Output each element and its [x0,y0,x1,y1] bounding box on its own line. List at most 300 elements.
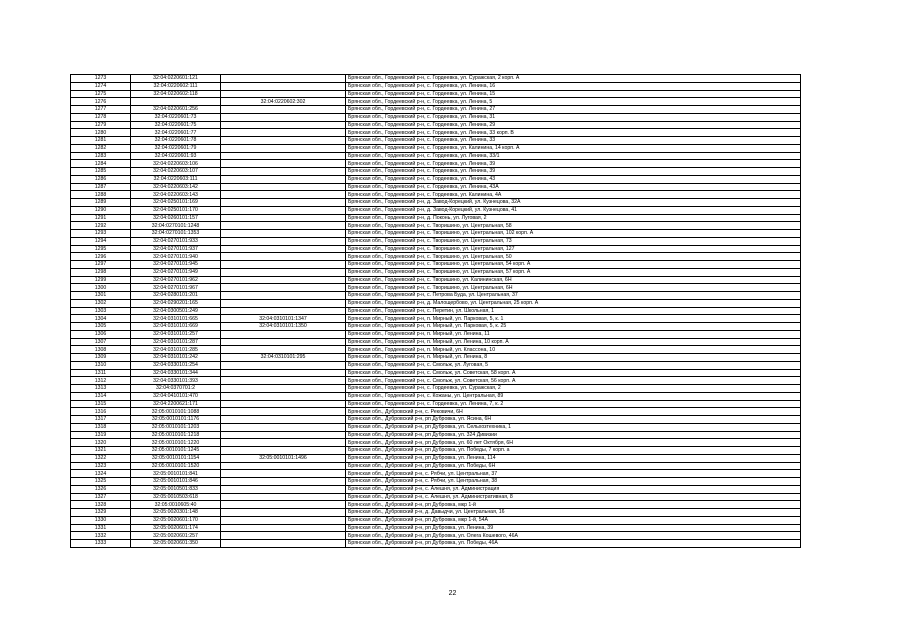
table-row [71,113,801,121]
previous-number-cell [221,524,346,532]
address-cell: Брянская обл., Дубровский р-н, рп Дубровка, мкр 1-й, 54А [346,516,801,524]
previous-number-cell [221,129,346,137]
row-number-cell: 1321 [71,447,131,455]
row-number-cell: 1322 [71,454,131,462]
cadastral-number-cell: 32:05:0020601:350 [131,540,221,548]
previous-number-cell [221,199,346,207]
row-number-cell: 1284 [71,160,131,168]
row-number-cell: 1282 [71,144,131,152]
table-row [71,400,801,408]
table-row [71,137,801,145]
row-number-cell: 1287 [71,183,131,191]
previous-number-cell: 32:05:0010101:1496 [221,454,346,462]
table-row [71,315,801,323]
cadastral-number-cell: 32:04:0250101:170 [131,206,221,214]
address-cell: Брянская обл., Гордеевский р-н, с. Творишино, ул. Калининская, 6Н [346,276,801,284]
address-cell: Брянская обл., Гордеевский р-н, п. Мирный, ул. Ленина, 10 корп. А [346,338,801,346]
previous-number-cell [221,369,346,377]
row-number-cell: 1279 [71,121,131,129]
row-number-cell: 1295 [71,245,131,253]
cadastral-number-cell: 32:04:0220603:106 [131,160,221,168]
address-cell: Брянская обл., Гордеевский р-н, с. Гордеевка, ул. Калинина, 14 корп. А [346,144,801,152]
address-cell: Брянская обл., Дубровский р-н, рп Дубровка, ул. Ленина, 39 [346,524,801,532]
row-number-cell: 1331 [71,524,131,532]
property-register-table [70,74,801,548]
previous-number-cell [221,222,346,230]
row-number-cell: 1318 [71,423,131,431]
table-row [71,485,801,493]
previous-number-cell [221,439,346,447]
cadastral-number-cell: 32:04:2200621:171 [131,400,221,408]
table-row [71,416,801,424]
table-row [71,369,801,377]
address-cell: Брянская обл., Дубровский р-н, с. Рековичи, 6Н [346,408,801,416]
address-cell: Брянская обл., Гордеевский р-н, с. Перетин, ул. Школьная, 1 [346,307,801,315]
row-number-cell: 1303 [71,307,131,315]
address-cell: Брянская обл., Гордеевский р-н, с. Творишино, ул. Центральная, 6Н [346,284,801,292]
cadastral-number-cell: 32:04:0370701:2 [131,385,221,393]
cadastral-number-cell: 32:05:0020301:148 [131,509,221,517]
row-number-cell: 1332 [71,532,131,540]
cadastral-number-cell: 32:04:0310101:242 [131,354,221,362]
table-row [71,377,801,385]
address-cell: Брянская обл., Гордеевский р-н, п. Мирный, ул. Парковая, 5, к. 25 [346,323,801,331]
previous-number-cell [221,361,346,369]
table-row [71,268,801,276]
previous-number-cell: 32:04:0310101:295 [221,354,346,362]
table-row [71,524,801,532]
row-number-cell: 1333 [71,540,131,548]
table-row [71,431,801,439]
address-cell: Брянская обл., Гордеевский р-н, с. Гордеевка, ул. Ленина, 43А [346,183,801,191]
cadastral-number-cell: 32:04:0220601:79 [131,144,221,152]
row-number-cell: 1323 [71,462,131,470]
cadastral-number-cell: 32:05:0010501:833 [131,485,221,493]
previous-number-cell [221,423,346,431]
address-cell: Брянская обл., Дубровский р-н, рп Дубровка, ул. Ясина, 6Н [346,416,801,424]
previous-number-cell [221,152,346,160]
address-cell: Брянская обл., Гордеевский р-н, с. Смольж, ул. Советская, 58 корп. А [346,369,801,377]
previous-number-cell [221,137,346,145]
address-cell: Брянская обл., Гордеевский р-н, с. Гордеевка, ул. Ленина, 16 [346,82,801,90]
address-cell: Брянская обл., Дубровский р-н, рп Дубровка, ул. Победы, 6Н [346,462,801,470]
row-number-cell: 1294 [71,237,131,245]
table-row [71,284,801,292]
table-row [71,462,801,470]
table-row [71,168,801,176]
cadastral-number-cell: 32:05:0010101:1176 [131,416,221,424]
previous-number-cell [221,268,346,276]
address-cell: Брянская обл., Гордеевский р-н, п. Мирный, ул. Классона, 10 [346,346,801,354]
address-cell: Брянская обл., Гордеевский р-н, д. Завод-Корецкий, ул. Кузнецова, 41 [346,206,801,214]
row-number-cell: 1300 [71,284,131,292]
table-row [71,532,801,540]
cadastral-number-cell: 32:05:0010605:40 [131,501,221,509]
row-number-cell: 1304 [71,315,131,323]
table-row [71,129,801,137]
cadastral-number-cell: 32:04:0270101:949 [131,268,221,276]
cadastral-number-cell: 32:04:0330101:344 [131,369,221,377]
address-cell: Брянская обл., Гордеевский р-н, с. Гордеевка, ул. Ленина, 33 [346,137,801,145]
cadastral-number-cell: 32:04:0270101:967 [131,284,221,292]
row-number-cell: 1316 [71,408,131,416]
table-row [71,454,801,462]
cadastral-number-cell: 32:04:0250101:169 [131,199,221,207]
table-row [71,214,801,222]
cadastral-number-cell: 32:05:0020601:257 [131,532,221,540]
table-row [71,222,801,230]
cadastral-number-cell: 32:05:0010101:1088 [131,408,221,416]
previous-number-cell [221,160,346,168]
address-cell: Брянская обл., Гордеевский р-н, с. Гордеевка, ул. Ленина, 29 [346,121,801,129]
table-row [71,82,801,90]
address-cell: Брянская обл., Гордеевский р-н, с. Гордеевка, ул. Суражская, 2 корп. А [346,75,801,83]
row-number-cell: 1328 [71,501,131,509]
table-row [71,261,801,269]
row-number-cell: 1277 [71,106,131,114]
row-number-cell: 1315 [71,400,131,408]
table-row [71,299,801,307]
cadastral-number-cell: 32:04:0270101:1353 [131,230,221,238]
cadastral-number-cell: 32:05:0010101:1154 [131,454,221,462]
address-cell: Брянская обл., Гордеевский р-н, с. Петрова Буда, ул. Центральная, 37 [346,292,801,300]
cadastral-number-cell: 32:04:0220601:77 [131,129,221,137]
table-row [71,253,801,261]
previous-number-cell [221,501,346,509]
previous-number-cell [221,253,346,261]
previous-number-cell [221,470,346,478]
address-cell: Брянская обл., Дубровский р-н, с. Рябчи, ул. Центральная, 38 [346,478,801,486]
cadastral-number-cell: 32:04:0280101:201 [131,292,221,300]
table-row [71,206,801,214]
cadastral-number-cell: 32:04:0220602:111 [131,82,221,90]
cadastral-number-cell: 32:04:0310101:669 [131,323,221,331]
cadastral-number-cell: 32:05:0010101:841 [131,470,221,478]
cadastral-number-cell: 32:04:0220603:107 [131,168,221,176]
address-cell: Брянская обл., Гордеевский р-н, с. Гордеевка, ул. Ленина, 33 корп. В [346,129,801,137]
table-row [71,361,801,369]
previous-number-cell [221,144,346,152]
row-number-cell: 1308 [71,346,131,354]
address-cell: Брянская обл., Дубровский р-н, д. Давыдчи, ул. Центральная, 16 [346,509,801,517]
address-cell: Брянская обл., Гордеевский р-н, с. Гордеевка, ул. Ленина, 43 [346,175,801,183]
address-cell: Брянская обл., Гордеевский р-н, д. Малощербово, ул. Центральная, 25 корп. А [346,299,801,307]
address-cell: Брянская обл., Дубровский р-н, рп Дубровка, ул. Ленина, 114 [346,454,801,462]
previous-number-cell: 32:04:0220602:302 [221,98,346,106]
table-row [71,245,801,253]
cadastral-number-cell: 32:04:0270101:1248 [131,222,221,230]
row-number-cell: 1296 [71,253,131,261]
previous-number-cell [221,338,346,346]
previous-number-cell [221,191,346,199]
address-cell: Брянская обл., Гордеевский р-н, д. Завод-Корецкий, ул. Кузнецова, 32А [346,199,801,207]
cadastral-number-cell: 32:04:0220601:121 [131,75,221,83]
previous-number-cell [221,121,346,129]
cadastral-number-cell: 32:05:0010101:1203 [131,423,221,431]
table-body [71,75,801,548]
previous-number-cell [221,206,346,214]
table-row [71,230,801,238]
previous-number-cell [221,462,346,470]
address-cell: Брянская обл., Гордеевский р-н, с. Смольж, ул. Советская, 56 корп. А [346,377,801,385]
cadastral-number-cell: 32:05:0020601:170 [131,516,221,524]
previous-number-cell [221,230,346,238]
row-number-cell: 1283 [71,152,131,160]
row-number-cell: 1288 [71,191,131,199]
cadastral-number-cell: 32:04:0330101:254 [131,361,221,369]
row-number-cell: 1276 [71,98,131,106]
row-number-cell: 1329 [71,509,131,517]
previous-number-cell [221,408,346,416]
table-row [71,121,801,129]
table-row [71,191,801,199]
cadastral-number-cell: 32:04:0260101:157 [131,214,221,222]
address-cell: Брянская обл., Гордеевский р-н, п. Мирный, ул. Парковая, 5, к. 1 [346,315,801,323]
address-cell: Брянская обл., Гордеевский р-н, с. Творишино, ул. Центральная, 54 корп. А [346,261,801,269]
table-row [71,392,801,400]
cadastral-number-cell: 32:05:0010101:1218 [131,431,221,439]
cadastral-number-cell: 32:04:0270101:933 [131,237,221,245]
row-number-cell: 1312 [71,377,131,385]
row-number-cell: 1290 [71,206,131,214]
cadastral-number-cell: 32:04:0270101:945 [131,261,221,269]
previous-number-cell [221,245,346,253]
table-row [71,144,801,152]
cadastral-number-cell: 32:04:0290201:165 [131,299,221,307]
previous-number-cell [221,447,346,455]
table-row [71,501,801,509]
table-row [71,90,801,98]
cadastral-number-cell: 32:04:0330101:393 [131,377,221,385]
row-number-cell: 1320 [71,439,131,447]
cadastral-number-cell [131,98,221,106]
previous-number-cell [221,75,346,83]
previous-number-cell: 32:04:0310101:1350 [221,323,346,331]
row-number-cell: 1280 [71,129,131,137]
table-row [71,540,801,548]
row-number-cell: 1293 [71,230,131,238]
row-number-cell: 1326 [71,485,131,493]
cadastral-number-cell: 32:04:0410101:470 [131,392,221,400]
row-number-cell: 1325 [71,478,131,486]
cadastral-number-cell: 32:05:0010101:1520 [131,462,221,470]
row-number-cell: 1319 [71,431,131,439]
address-cell: Брянская обл., Дубровский р-н, с. Рябчи, ул. Центральная, 37 [346,470,801,478]
previous-number-cell [221,175,346,183]
previous-number-cell [221,377,346,385]
previous-number-cell [221,183,346,191]
table-row [71,199,801,207]
cadastral-number-cell: 32:04:0220601:73 [131,113,221,121]
address-cell: Брянская обл., Гордеевский р-н, с. Творишино, ул. Центральная, 127 [346,245,801,253]
previous-number-cell [221,346,346,354]
row-number-cell: 1299 [71,276,131,284]
previous-number-cell [221,385,346,393]
table-row [71,493,801,501]
cadastral-number-cell: 32:04:0270101:937 [131,245,221,253]
previous-number-cell [221,168,346,176]
table-row [71,160,801,168]
previous-number-cell [221,106,346,114]
address-cell: Брянская обл., Дубровский р-н, рп Дубровка, ул. Олега Кошевого, 46А [346,532,801,540]
row-number-cell: 1291 [71,214,131,222]
page-number: 22 [448,590,457,597]
table-row [71,346,801,354]
previous-number-cell [221,485,346,493]
previous-number-cell [221,400,346,408]
table-row [71,237,801,245]
address-cell: Брянская обл., Гордеевский р-н, с. Гордеевка, ул. Ленина, 31 [346,113,801,121]
address-cell: Брянская обл., Дубровский р-н, с. Алешня, ул. Администрация [346,485,801,493]
row-number-cell: 1327 [71,493,131,501]
row-number-cell: 1301 [71,292,131,300]
previous-number-cell [221,330,346,338]
address-cell: Брянская обл., Гордеевский р-н, с. Гордеевка, ул. Ленина, 33/1 [346,152,801,160]
address-cell: Брянская обл., Гордеевский р-н, с. Творишино, ул. Центральная, 102 корп. А [346,230,801,238]
cadastral-number-cell: 32:04:0220603:142 [131,183,221,191]
address-cell: Брянская обл., Гордеевский р-н, с. Гордеевка, ул. Суражская, 2 [346,385,801,393]
previous-number-cell [221,509,346,517]
row-number-cell: 1302 [71,299,131,307]
table-row [71,354,801,362]
cadastral-number-cell: 32:05:0020601:174 [131,524,221,532]
address-cell: Брянская обл., Гордеевский р-н, д. Поконь, ул. Луговая, 2 [346,214,801,222]
table-row [71,323,801,331]
address-cell: Брянская обл., Гордеевский р-н, с. Творишино, ул. Центральная, 58 [346,222,801,230]
address-cell: Брянская обл., Дубровский р-н, рп Дубровка, ул. 60 лет Октября, 6Н [346,439,801,447]
table-row [71,175,801,183]
row-number-cell: 1274 [71,82,131,90]
address-cell: Брянская обл., Дубровский р-н, рп Дубровка, ул. Сельхозтехника, 1 [346,423,801,431]
cadastral-number-cell: 32:04:0220602:118 [131,90,221,98]
previous-number-cell [221,493,346,501]
address-cell: Брянская обл., Дубровский р-н, рп Дубровка, ул. 324 Дивизии [346,431,801,439]
table-row [71,292,801,300]
previous-number-cell [221,237,346,245]
table-row [71,330,801,338]
table-row [71,183,801,191]
address-cell: Брянская обл., Гордеевский р-н, п. Мирный, ул. Ленина, 8 [346,354,801,362]
row-number-cell: 1313 [71,385,131,393]
table-row [71,385,801,393]
row-number-cell: 1298 [71,268,131,276]
row-number-cell: 1273 [71,75,131,83]
cadastral-number-cell: 32:04:0220601:93 [131,152,221,160]
row-number-cell: 1310 [71,361,131,369]
address-cell: Брянская обл., Дубровский р-н, с. Алешня, ул. Административная, 8 [346,493,801,501]
row-number-cell: 1309 [71,354,131,362]
address-cell: Брянская обл., Гордеевский р-н, с. Гордеевка, ул. Ленина, 7, к. 2 [346,400,801,408]
cadastral-number-cell: 32:04:0310101:285 [131,346,221,354]
table-row [71,338,801,346]
cadastral-number-cell: 32:04:0300501:249 [131,307,221,315]
table-row [71,470,801,478]
previous-number-cell [221,416,346,424]
row-number-cell: 1289 [71,199,131,207]
row-number-cell: 1305 [71,323,131,331]
row-number-cell: 1286 [71,175,131,183]
cadastral-number-cell: 32:05:0010101:1245 [131,447,221,455]
previous-number-cell [221,214,346,222]
address-cell: Брянская обл., Гордеевский р-н, с. Творишино, ул. Центральная, 57 корп. А [346,268,801,276]
previous-number-cell [221,276,346,284]
cadastral-number-cell: 32:05:0010101:846 [131,478,221,486]
cadastral-number-cell: 32:04:0310101:257 [131,330,221,338]
address-cell: Брянская обл., Дубровский р-н, рп Дубровка, мкр 1-й [346,501,801,509]
cadastral-number-cell: 32:04:0220601:78 [131,137,221,145]
previous-number-cell [221,299,346,307]
table-row [71,447,801,455]
cadastral-number-cell: 32:04:0220603:143 [131,191,221,199]
table-row [71,516,801,524]
cadastral-number-cell: 32:04:0270101:962 [131,276,221,284]
row-number-cell: 1275 [71,90,131,98]
cadastral-number-cell: 32:04:0220601:75 [131,121,221,129]
row-number-cell: 1311 [71,369,131,377]
address-cell: Брянская обл., Гордеевский р-н, с. Гордеевка, ул. Ленина, 5 [346,98,801,106]
row-number-cell: 1285 [71,168,131,176]
table-row [71,75,801,83]
previous-number-cell [221,540,346,548]
row-number-cell: 1324 [71,470,131,478]
previous-number-cell [221,82,346,90]
address-cell: Брянская обл., Дубровский р-н, рп Дубровка, ул. Победы, 46А [346,540,801,548]
cadastral-number-cell: 32:04:0220601:256 [131,106,221,114]
row-number-cell: 1314 [71,392,131,400]
address-cell: Брянская обл., Гордеевский р-н, с. Гордеевка, ул. Ленина, 39 [346,160,801,168]
address-cell: Брянская обл., Гордеевский р-н, с. Гордеевка, ул. Ленина, 15 [346,90,801,98]
table-row [71,276,801,284]
previous-number-cell [221,478,346,486]
address-cell: Брянская обл., Гордеевский р-н, с. Гордеевка, ул. Ленина, 39 [346,168,801,176]
previous-number-cell: 32:04:0310101:1347 [221,315,346,323]
cadastral-number-cell: 32:05:0010503:618 [131,493,221,501]
row-number-cell: 1297 [71,261,131,269]
row-number-cell: 1281 [71,137,131,145]
address-cell: Брянская обл., Гордеевский р-н, с. Творишино, ул. Центральная, 73 [346,237,801,245]
address-cell: Брянская обл., Гордеевский р-н, с. Смольж, ул. Луговая, 5 [346,361,801,369]
address-cell: Брянская обл., Гордеевский р-н, с. Гордеевка, ул. Калинина, 4А [346,191,801,199]
table-row [71,307,801,315]
previous-number-cell [221,284,346,292]
address-cell: Брянская обл., Гордеевский р-н, п. Мирный, ул. Ленина, 11 [346,330,801,338]
previous-number-cell [221,516,346,524]
address-cell: Брянская обл., Дубровский р-н, рп Дубровка, ул. Победы, 7 корп. а [346,447,801,455]
table-row [71,152,801,160]
previous-number-cell [221,307,346,315]
cadastral-number-cell: 32:04:0270101:940 [131,253,221,261]
address-cell: Брянская обл., Гордеевский р-н, с. Кожаны, ул. Центральная, 89 [346,392,801,400]
cadastral-number-cell: 32:05:0010101:1220 [131,439,221,447]
previous-number-cell [221,113,346,121]
table-row [71,106,801,114]
address-cell: Брянская обл., Гордеевский р-н, с. Творишино, ул. Центральная, 50 [346,253,801,261]
table-row [71,509,801,517]
cadastral-number-cell: 32:04:0310101:287 [131,338,221,346]
row-number-cell: 1306 [71,330,131,338]
previous-number-cell [221,532,346,540]
cadastral-number-cell: 32:04:0310101:665 [131,315,221,323]
previous-number-cell [221,431,346,439]
previous-number-cell [221,292,346,300]
previous-number-cell [221,392,346,400]
row-number-cell: 1292 [71,222,131,230]
row-number-cell: 1330 [71,516,131,524]
previous-number-cell [221,90,346,98]
cadastral-number-cell: 32:04:0220603:111 [131,175,221,183]
previous-number-cell [221,261,346,269]
table-row [71,423,801,431]
